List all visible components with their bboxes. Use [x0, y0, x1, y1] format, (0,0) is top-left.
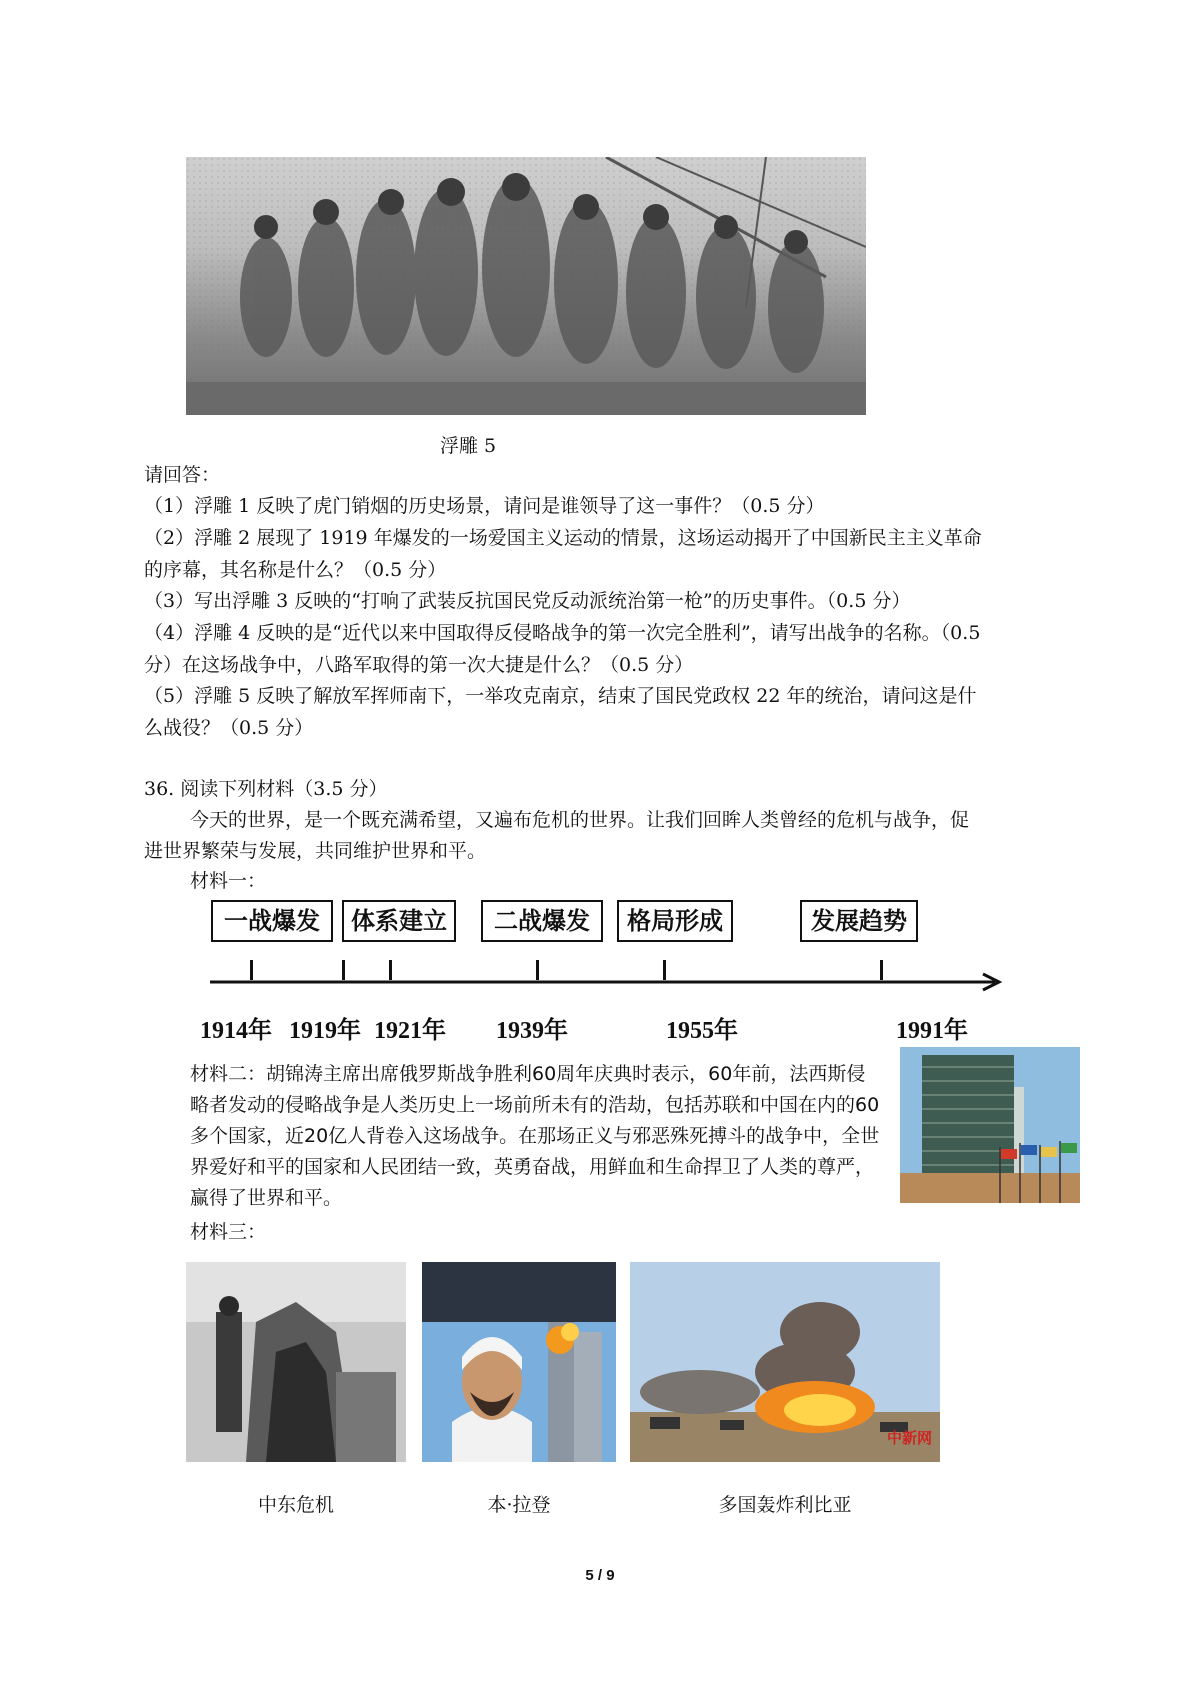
un-building-art	[900, 1047, 1080, 1203]
middle-east-crisis-art	[186, 1262, 406, 1462]
question-5-line-2: 么战役？（0.5 分）	[144, 717, 314, 739]
q36-intro-line-1: 今天的世界，是一个既充满希望，又遍布危机的世界。让我们回眸人类曾经的危机与战争，促	[190, 809, 970, 831]
timeline-tick-1914	[250, 960, 253, 980]
question-1: （1）浮雕 1 反映了虎门销烟的历史场景，请问是谁领导了这一事件？（0.5 分）	[144, 495, 825, 517]
bin-laden-art	[422, 1262, 616, 1462]
year-1914: 1914年	[200, 1018, 272, 1044]
q36-title: 36. 阅读下列材料（3.5 分）	[144, 778, 388, 800]
relief-5-caption: 浮雕 5	[440, 435, 497, 457]
page-number: 5 / 9	[585, 1567, 615, 1584]
un-building-photo	[900, 1047, 1080, 1203]
year-1919: 1919年	[289, 1018, 361, 1044]
relief-5-art	[186, 157, 866, 415]
libya-bombing-photo	[630, 1262, 940, 1462]
questions-heading: 请回答：	[144, 464, 221, 486]
question-4-line-2: 分）在这场战争中，八路军取得的第一次大捷是什么？（0.5 分）	[144, 654, 694, 676]
middle-east-crisis-photo	[186, 1262, 406, 1462]
question-3: （3）写出浮雕 3 反映的“打响了武装反抗国民党反动派统治第一枪”的历史事件。（0.5 分）	[144, 590, 911, 612]
year-1939: 1939年	[496, 1018, 568, 1044]
question-2-line-1: （2）浮雕 2 展现了 1919 年爆发的一场爱国主义运动的情景，这场运动揭开了中国新民主主义革命	[144, 527, 982, 549]
caption-bin-laden: 本·拉登	[487, 1494, 551, 1516]
timeline-box-ww1: 一战爆发	[211, 900, 333, 942]
timeline-axis	[205, 970, 1005, 994]
timeline-tick-1955	[663, 960, 666, 980]
news-watermark: 中新网	[886, 1429, 932, 1447]
timeline-tick-1921	[389, 960, 392, 980]
bin-laden-photo	[422, 1262, 616, 1462]
question-4-line-1: （4）浮雕 4 反映的是“近代以来中国取得反侵略战争的第一次完全胜利”，请写出战争的名称。（0.5	[144, 622, 981, 644]
question-2-line-2: 的序幕，其名称是什么？（0.5 分）	[144, 559, 447, 581]
timeline-box-ww2: 二战爆发	[481, 900, 603, 942]
timeline-box-pattern: 格局形成	[617, 900, 733, 942]
caption-libya-bombing: 多国轰炸利比亚	[718, 1494, 852, 1516]
caption-middle-east-crisis: 中东危机	[257, 1494, 334, 1516]
year-1921: 1921年	[374, 1018, 446, 1044]
q36-intro-line-2: 进世界繁荣与发展，共同维护世界和平。	[144, 840, 487, 862]
question-5-line-1: （5）浮雕 5 反映了解放军挥师南下，一举攻克南京，结束了国民党政权 22 年的统治，请问这是什	[144, 685, 977, 707]
year-1991: 1991年	[896, 1018, 968, 1044]
timeline-tick-1939	[536, 960, 539, 980]
timeline-box-trend: 发展趋势	[800, 900, 918, 942]
material-3-label: 材料三：	[190, 1221, 267, 1243]
year-1955: 1955年	[666, 1018, 738, 1044]
timeline-tick-1991	[880, 960, 883, 980]
timeline-tick-1919	[342, 960, 345, 980]
material-1-label: 材料一：	[190, 870, 267, 892]
material-2-text: 材料二：胡锦涛主席出席俄罗斯战争胜利60周年庆典时表示，60年前，法西斯侵略者发动的侵略战争是人类历史上一场前所未有的浩劫，包括苏联和中国在内的60多个国家，近20亿人背卷入这场战争。在那场正义与邪恶殊死搏斗的战争中，全世界爱好和平的国家和人民团结一致，英勇奋战，用鲜血和生命捍卫了人类的尊严，赢得了世界和平。	[190, 1063, 880, 1209]
relief-5-photo	[186, 157, 866, 415]
timeline-box-system: 体系建立	[342, 900, 456, 942]
